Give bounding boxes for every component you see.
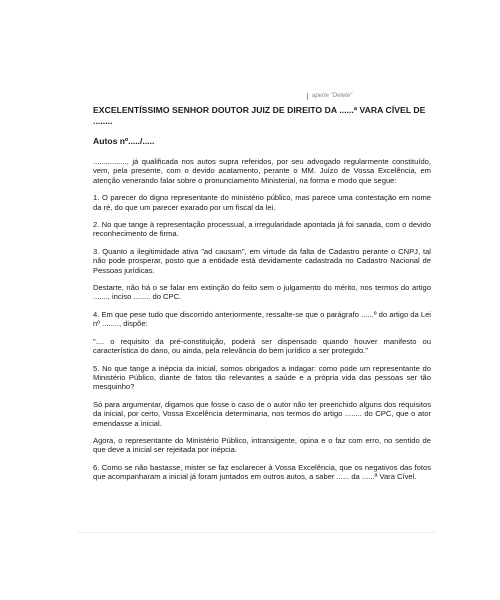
paragraph-number: 6. xyxy=(93,462,100,472)
paragraph-6 xyxy=(93,463,431,482)
paragraph-text: ".... o requisito da pré-constituição, poderá ser dispensado quando houver manifesto ou característica do dano, ou ainda, pela relevância do bem jurídico a ser protegido." xyxy=(93,336,431,356)
paragraph-destarte xyxy=(93,283,431,302)
paragraph-1 xyxy=(93,193,431,212)
paragraph-text: O parecer do digno representante do ministério público, mas parece uma contestação em nome da ré, do que um parecer exarado por um fiscal da lei. xyxy=(93,193,431,212)
paragraph-text: Quanto a ilegitimidade ativa "ad causam", em virtude da falta de Cadastro perante o CNPJ, tal não pode prosperar, posto que a entidade está devidamente cadastrada no Cadastro Nacional de Pessoas jurídicas. xyxy=(93,246,431,275)
paragraph-number: 1. xyxy=(93,193,100,203)
paragraph-quote xyxy=(93,337,431,356)
paragraph-number: 3. xyxy=(93,246,100,256)
paragraph-text: Como se não bastasse, mister se faz esclarecer à Vossa Excelência, que os negativos das fotos que acompanharam a inicial já foram juntados em outros autos, a saber ...... da ......ª Vara Cível. xyxy=(93,462,431,482)
paragraph-agora xyxy=(93,436,431,455)
paragraph-number: 5. xyxy=(93,363,100,373)
document-heading: EXCELENTÍSSIMO SENHOR DOUTOR JUIZ DE DIREITO DA ......ª VARA CÍVEL DE ........ xyxy=(93,105,426,126)
paragraph-3 xyxy=(93,247,431,275)
paragraph-intro xyxy=(93,157,431,185)
paragraph-text: ................, já qualificada nos autos supra referidos, por seu advogado regularmente constituído, vem, pela presente, com o devido acatamento, perante o MM. Juízo de Vossa Excelência, em atenção venerando falar sobre o pronunciamento Ministerial, na forma e modo que segue: xyxy=(93,157,431,185)
paragraph-2 xyxy=(93,220,431,239)
paragraph-argumentar xyxy=(93,400,431,428)
paragraph-text: Destarte, não há o se falar em extinção do feito sem o julgamento do mérito, nos termos do artigo ......., inciso ........ do CPC. xyxy=(93,283,431,302)
paragraph-text: Em que pese tudo que discorrido anteriormente, ressalte-se que o parágrafo ......º do artigo da Lei nº ........, dispõe: xyxy=(93,309,431,329)
document-body xyxy=(93,105,431,490)
paragraph-4 xyxy=(93,310,431,329)
case-number: Autos nº...../..... xyxy=(93,136,155,146)
paragraph-5 xyxy=(93,364,431,392)
paragraph-number: 4. xyxy=(93,309,100,319)
paragraph-text: No que tange à representação processual, a irregularidade apontada já foi sanada, com o devido reconhecimento de firma. xyxy=(93,220,431,239)
paragraph-text: Agora, o representante do Ministério Público, intransigente, opina e o faz com erro, no sentido de que deve a inicial ser rejeitada por inépcia. xyxy=(93,435,431,455)
paragraph-text: No que tange a inépcia da inicial, somos obrigados a indagar: como pode um representante do Ministério Público, diante de fatos tão relevantes a saúde e a própria vida das pessoas ser tão mesquinho? xyxy=(93,363,431,392)
paragraph-text: Só para argumentar, digamos que fosse o caso de o autor não ter preenchido alguns dos requisitos da inicial, por certo, Vossa Excelência determinaria, nos termos do artigo ........ do CPC, que o ator emendasse a inicial. xyxy=(93,399,431,428)
paragraph-number: 2. xyxy=(93,220,100,230)
delete-hint: aperte "Delete" xyxy=(307,93,352,100)
